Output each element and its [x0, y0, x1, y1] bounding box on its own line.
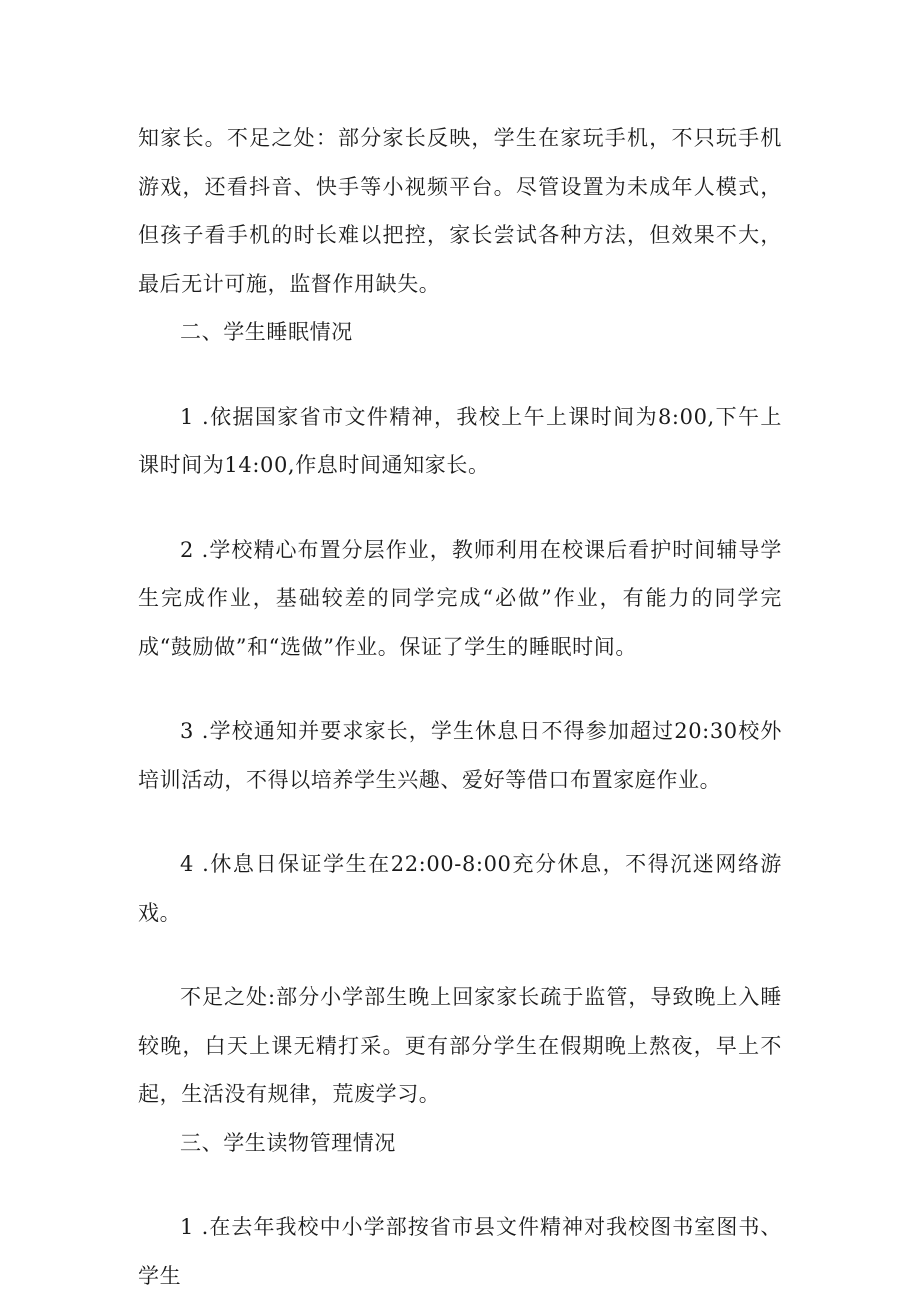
paragraph-sleep-shortcomings: 不足之处:部分小学部生晚上回家家长疏于监管，导致晚上入睡较晚，白天上课无精打采。更有部分学生在假期晚上熬夜，早上不起，生活没有规律，荒废学习。 — [138, 985, 782, 1106]
paragraph-reading-item-1: 1 .在去年我校中小学部按省市县文件精神对我校图书室图书、学生 — [138, 1215, 782, 1288]
paragraph-sleep-item-3: 3 .学校通知并要求家长，学生休息日不得参加超过20:30校外培训活动，不得以培养学生兴趣、爱好等借口布置家庭作业。 — [138, 719, 782, 792]
paragraph-phone-supervision: 知家长。不足之处：部分家长反映，学生在家玩手机，不只玩手机游戏，还看抖音、快手等小视频平台。尽管设置为未成年人模式，但孩子看手机的时长难以把控，家长尝试各种方法，但效果不大，最后无计可施，监督作用缺失。 — [138, 126, 782, 296]
paragraph-sleep-item-2: 2 .学校精心布置分层作业，教师利用在校课后看护时间辅导学生完成作业，基础较差的同学完成“必做”作业，有能力的同学完成“鼓励做”和“选做”作业。保证了学生的睡眠时间。 — [138, 537, 782, 659]
section-heading-sleep: 二、学生睡眠情况 — [180, 320, 353, 344]
paragraph-sleep-item-1: 1 .依据国家省市文件精神，我校上午上课时间为8:00,下午上课时间为14:00,作息时间通知家长。 — [138, 404, 782, 477]
paragraph-sleep-item-4: 4 .休息日保证学生在22:00-8:00充分休息，不得沉迷网络游戏。 — [138, 852, 782, 925]
section-heading-reading: 三、学生读物管理情况 — [180, 1130, 396, 1155]
